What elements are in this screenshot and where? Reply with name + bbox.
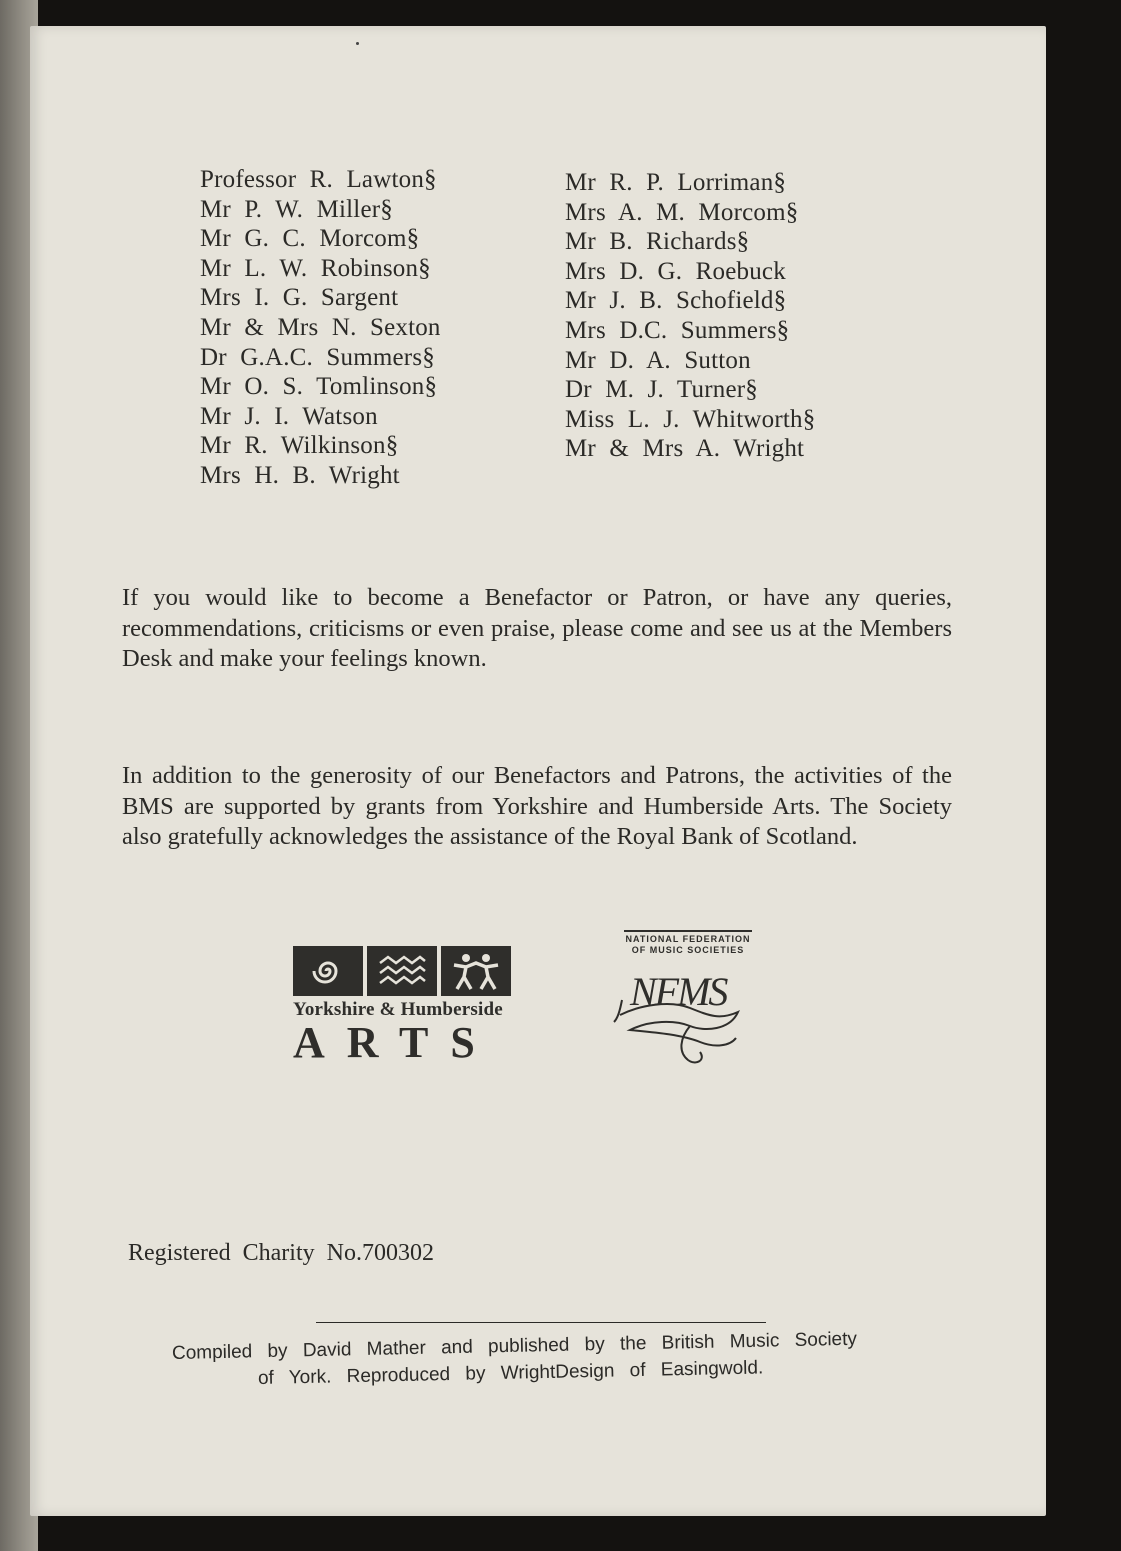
waves-icon [367,946,437,996]
charity-number: Registered Charity No.700302 [128,1240,434,1266]
credit-line-1: Compiled by David Mather and published by the British Music Society [171,1328,858,1364]
patron-name: Dr M. J. Turner§ [565,376,758,404]
patron-name: Mrs D.C. Summers§ [565,316,790,344]
nfms-logo [610,930,760,1075]
patron-name: Professor R. Lawton§ [200,166,437,193]
nfms-line2: OF MUSIC SOCIETIES [631,945,745,955]
nfms-letters: NFMS [630,969,727,1014]
patron-name: Mr R. Wilkinson§ [200,432,399,460]
patron-name: Mr R. P. Lorriman§ [565,169,787,196]
patron-name: Mrs D. G. Roebuck [565,257,786,285]
flourish-icon [610,960,760,1075]
patron-name: Mr D. A. Sutton [565,346,751,374]
patron-list-right [565,168,815,464]
patron-name: Mr O. S. Tomlinson§ [200,373,438,401]
dancers-icon [441,946,511,996]
patron-name: Mr & Mrs A. Wright [565,435,805,463]
patron-name: Mr J. I. Watson [200,402,378,430]
nfms-line1: NATIONAL FEDERATION [625,934,751,944]
divider [316,1322,766,1323]
logo-subtitle: Yorkshire & Humberside [293,999,503,1020]
patron-name: Mr L. W. Robinson§ [200,254,431,282]
spiral-icon [293,946,363,996]
patron-name: Mrs I. G. Sargent [200,284,399,312]
nfms-heading [624,930,752,956]
patron-name: Mr & Mrs N. Sexton [200,313,441,341]
logo-title: ARTS [293,1018,497,1067]
speck [356,42,359,45]
patron-name: Miss L. J. Whitworth§ [565,405,816,433]
patron-list-left [200,165,441,491]
yorkshire-humberside-arts-logo [293,946,513,1067]
credit-line-2: of York. Reproduced by WrightDesign of Easingwold. [257,1357,764,1389]
patron-name: Mr B. Richards§ [565,228,750,256]
patron-name: Mrs H. B. Wright [200,461,400,489]
patron-name: Mr G. C. Morcom§ [200,225,420,253]
patron-name: Mr J. B. Schofield§ [565,287,787,315]
patron-name: Mrs A. M. Morcom§ [565,198,799,226]
support-paragraph: In addition to the generosity of our Benefactors and Patrons, the activities of the BMS are supported by grants from Yorkshire and Humberside Arts. The Society also gratefully acknowledges the assistance of the Royal Bank of Scotland. [122,762,952,850]
patron-name: Mr P. W. Miller§ [200,195,393,223]
benefactor-paragraph: If you would like to become a Benefactor or Patron, or have any queries, recommendations, criticisms or even praise, please come and see us at the Members Desk and make your feelings known. [122,584,952,672]
patron-name: Dr G.A.C. Summers§ [200,343,435,371]
